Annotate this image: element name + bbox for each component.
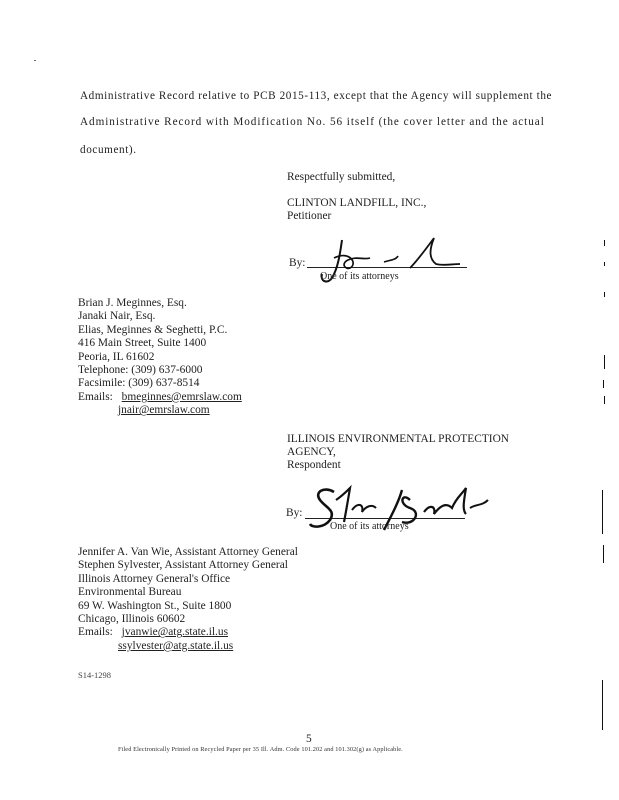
emails-label: Emails: [78,626,113,639]
email-link[interactable]: bmeginnes@emrslaw.com [121,390,242,403]
emails-label: Emails: [78,390,113,403]
document-code: S14-1298 [78,670,112,680]
counsel-line: Elias, Meginnes & Seghetti, P.C. [78,323,228,336]
respondent-signature-caption: One of its attorneys [330,521,409,532]
page-number: 5 [306,733,312,745]
email-link[interactable]: ssylvester@atg.state.il.us [118,639,234,652]
counsel-line: Janaki Nair, Esq. [78,310,156,323]
filing-footer: Filed Electronically Printed on Recycled Paper per 35 Ill. Adm. Code 101.202 and 101.302(g) as Applicable. [118,746,403,753]
counsel-line: Jennifer A. Van Wie, Assistant Attorney General [78,546,298,558]
petitioner-by-label: By: [289,257,306,269]
counsel-line: Illinois Attorney General's Office [78,572,231,585]
petitioner-signature-caption: One of its attorneys [320,271,399,282]
counsel-line: 69 W. Washington St., Suite 1800 [78,599,232,612]
closing-text: Respectfully submitted, [287,171,396,183]
scan-edge-mark [604,262,605,266]
respondent-counsel-block [78,546,298,653]
email-link[interactable]: jvanwie@atg.state.il.us [121,626,229,639]
scan-edge-mark [604,355,605,369]
body-line-3: document). [80,144,137,156]
body-line-2: Administrative Record with Modification No. 56 itself (the cover letter and the actual [80,116,545,128]
scan-edge-mark [603,545,604,563]
scan-edge-mark [603,380,604,388]
counsel-line: Stephen Sylvester, Assistant Attorney General [78,559,288,572]
counsel-line: Chicago, Illinois 60602 [78,613,186,626]
respondent-name-line-1: ILLINOIS ENVIRONMENTAL PROTECTION [287,433,510,445]
counsel-line: Facsimile: (309) 637-8514 [78,377,200,390]
petitioner-role: Petitioner [287,210,332,222]
scan-edge-mark [602,680,603,730]
counsel-line: Peoria, IL 61602 [78,350,155,363]
respondent-by-label: By: [286,507,303,519]
scan-speck [34,60,36,61]
respondent-role: Respondent [287,459,341,471]
counsel-line: Brian J. Meginnes, Esq. [78,297,187,309]
counsel-line: Telephone: (309) 637-6000 [78,364,203,377]
scan-edge-mark [602,490,603,534]
counsel-line: Environmental Bureau [78,586,182,599]
petitioner-name: CLINTON LANDFILL, INC., [287,197,427,209]
petitioner-counsel-block [78,297,242,418]
respondent-name-line-2: AGENCY, [287,446,336,458]
body-line-1: Administrative Record relative to PCB 2015-113, except that the Agency will supplement the [80,90,553,102]
scan-edge-mark [604,292,605,297]
email-link[interactable]: jnair@emrslaw.com [118,404,210,417]
counsel-line: 416 Main Street, Suite 1400 [78,337,207,350]
scan-edge-mark [604,240,605,246]
scan-edge-mark [604,396,605,404]
